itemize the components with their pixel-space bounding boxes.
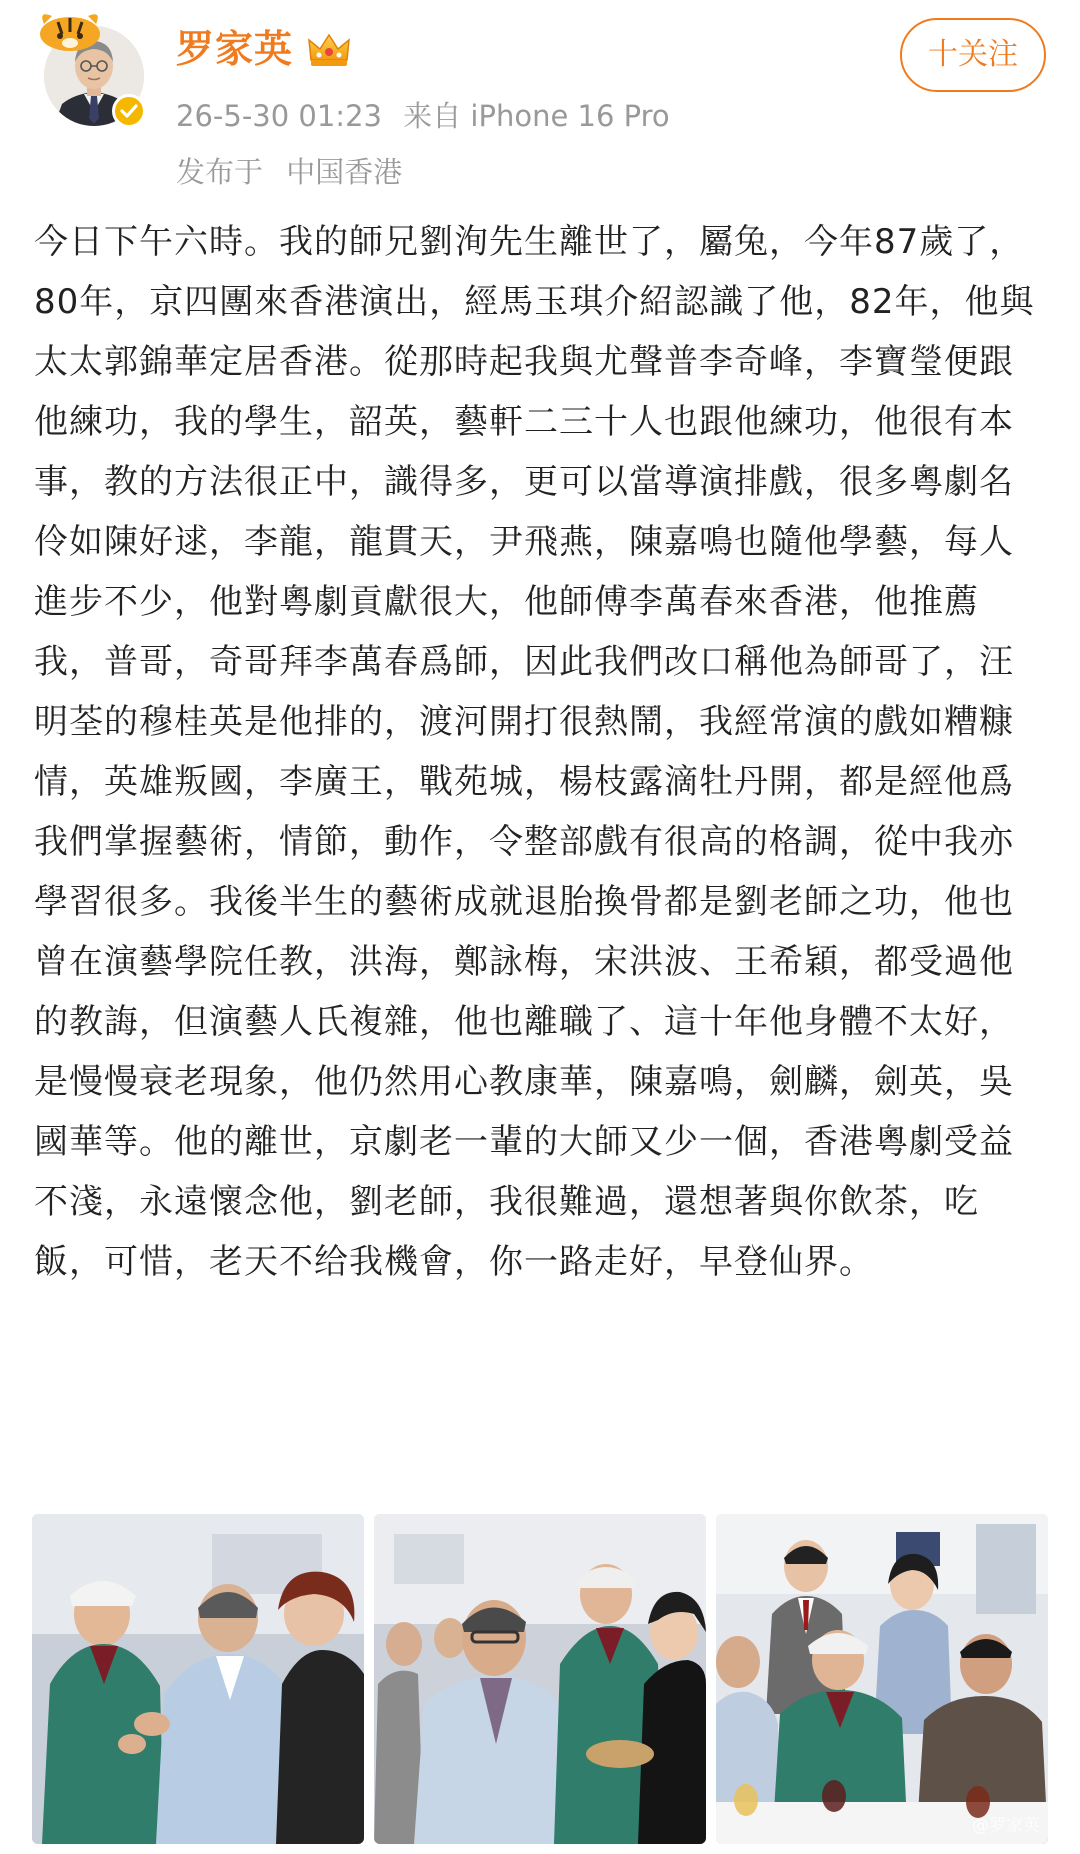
image-watermark: @罗家英	[972, 1816, 1040, 1836]
post-image-3[interactable]	[716, 1514, 1048, 1844]
post-text	[34, 212, 1046, 1292]
post-image-2[interactable]	[374, 1514, 706, 1844]
post-source: 来自 iPhone 16 Pro	[403, 99, 670, 133]
follow-button[interactable]: 十关注	[900, 18, 1046, 92]
post-location	[176, 152, 402, 192]
avatar-container[interactable]	[30, 6, 148, 130]
post-text-content: 今日下午六時。我的師兄劉洵先生離世了，屬兔，今年87歲了，80年，京四團來香港演出，經馬玉琪介紹認識了他，82年，他與太太郭錦華定居香港。從那時起我與尤聲普李奇峰，李寶瑩便跟他練功，我的學生，韶英，藝軒二三十人也跟他練功，他很有本事，教的方法很正中，識得多，更可以當導演排戲，很多粵劇名伶如陳好逑，李龍，龍貫天，尹飛燕，陳嘉鳴也隨他學藝，每人進步不少，他對粵劇貢獻很大，他師傅李萬春來香港，他推薦我，普哥，奇哥拜李萬春爲師，因此我們改口稱他為師哥了，汪明荃的穆桂英是他排的，渡河開打很熱鬧，我經常演的戲如糟糠情，英雄叛國，李廣王，戰苑城，楊枝露滴牡丹開，都是經他爲我們掌握藝術，情節，動作，令整部戲有很高的格調，從中我亦學習很多。我後半生的藝術成就退胎換骨都是劉老師之功，他也曾在演藝學院任教，洪海，鄭詠梅，宋洪波、王希穎，都受過他的教誨，但演藝人氏複雜，他也離職了、這十年他身體不太好，是慢慢衰老現象，他仍然用心教康華，陳嘉鳴，劍麟，劍英，吳國華等。他的離世，京劇老一輩的大師又少一個，香港粵劇受益不淺，永遠懷念他，劉老師，我很難過，還想著與你飲茶，吃飯，可惜，老天不给我機會，你一路走好，早登仙界。	[34, 222, 1035, 1282]
post-header	[0, 0, 1080, 190]
verified-badge-icon	[112, 94, 146, 128]
location-value: 中国香港	[286, 155, 403, 189]
post-timestamp: 26-5-30 01:23	[176, 99, 382, 133]
crown-icon[interactable]	[306, 30, 352, 70]
post-meta	[176, 96, 670, 136]
username[interactable]: 罗家英	[176, 27, 294, 71]
location-label: 发布于	[176, 155, 264, 189]
tiger-decoration-icon	[30, 6, 110, 52]
post-image-1[interactable]	[32, 1514, 364, 1844]
